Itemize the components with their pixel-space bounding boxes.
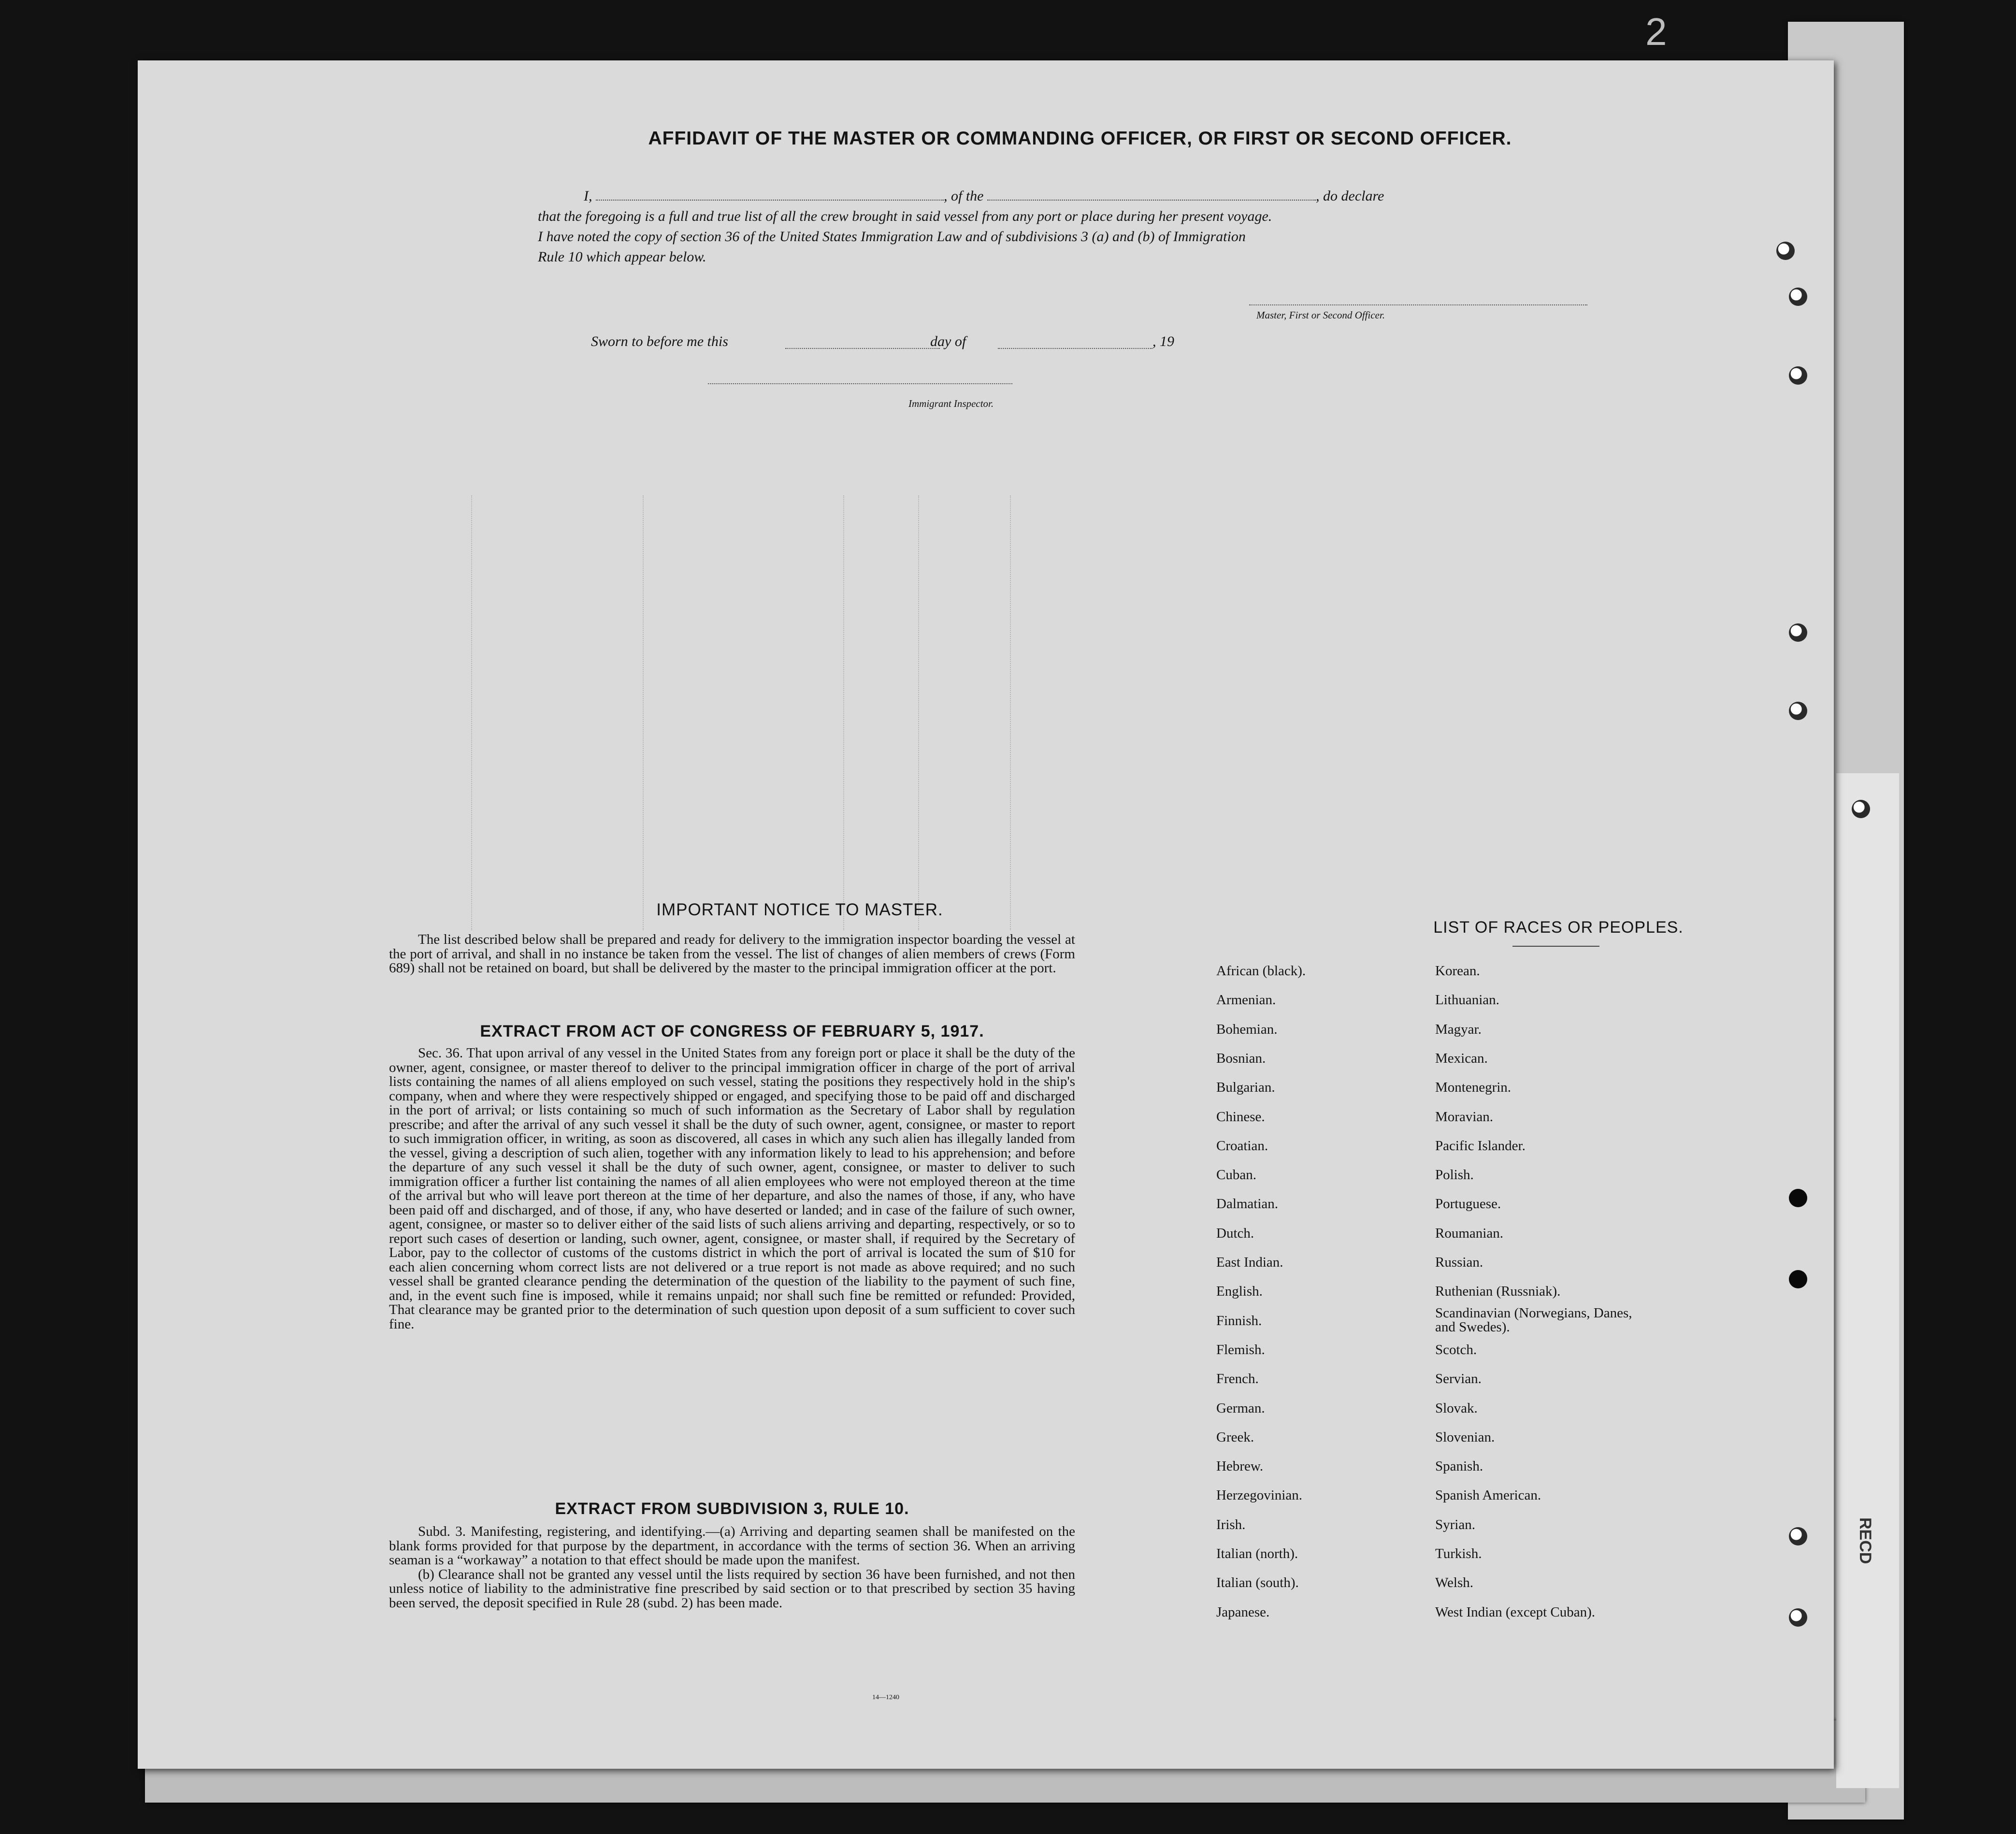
act-extract-title: EXTRACT FROM ACT OF CONGRESS OF FEBRUARY 5, 1917. — [480, 1022, 984, 1040]
year-label: , 19 — [1152, 333, 1174, 349]
races-title: LIST OF RACES OR PEOPLES. — [1433, 918, 1684, 937]
race-item: Syrian. — [1435, 1516, 1475, 1532]
race-item: Ruthenian (Russniak). — [1435, 1284, 1561, 1300]
rule-extract-title: EXTRACT FROM SUBDIVISION 3, RULE 10. — [555, 1500, 909, 1518]
binding-hole — [1789, 366, 1807, 385]
sheet-number: 2 — [1645, 10, 1667, 53]
binding-hole — [1789, 1270, 1807, 1288]
race-item: Croatian. — [1216, 1138, 1268, 1154]
binding-hole — [1789, 1189, 1807, 1207]
bleed-through-line — [471, 495, 472, 930]
race-item: Bulgarian. — [1216, 1080, 1275, 1096]
binding-hole — [1789, 702, 1807, 720]
sworn-month-blank[interactable] — [998, 348, 1152, 349]
race-item: West Indian (except Cuban). — [1435, 1604, 1596, 1620]
race-item: Welsh. — [1435, 1575, 1474, 1591]
received-stamp: RECD — [1856, 1517, 1874, 1564]
race-item: Flemish. — [1216, 1342, 1265, 1357]
affidavit-title: AFFIDAVIT OF THE MASTER OR COMMANDING OFFICER, OR FIRST OR SECOND OFFICER. — [648, 128, 1512, 149]
sworn-label: Sworn to before me this — [591, 333, 728, 349]
rule-subdivision-b: (b) Clearance shall not be granted any vessel until the lists required by section 36 have been furnished, and not then unless notice of liability to the administrative fine prescribed by said section or to that prescribed by section 35 having been served, the deposit specified in Rule 28 (subd. 2) has been made. — [389, 1566, 1075, 1611]
race-item: Slovak. — [1435, 1400, 1478, 1416]
race-item: Bosnian. — [1216, 1050, 1266, 1066]
inspector-signature-line[interactable] — [708, 383, 1012, 384]
inspector-label: Immigrant Inspector. — [908, 398, 994, 409]
race-item: Scandinavian (Norwegians, Danes, and Swedes). — [1435, 1305, 1632, 1335]
race-item: Finnish. — [1216, 1313, 1262, 1329]
race-item: Turkish. — [1435, 1546, 1482, 1561]
notice-title: IMPORTANT NOTICE TO MASTER. — [656, 900, 943, 919]
races-title-rule — [1512, 946, 1599, 947]
bleed-through-line — [918, 495, 919, 930]
binding-hole — [1852, 800, 1870, 818]
race-item: Mexican. — [1435, 1050, 1488, 1066]
binding-hole — [1776, 242, 1795, 260]
race-item: Spanish American. — [1435, 1487, 1541, 1503]
vessel-blank[interactable] — [987, 186, 1316, 201]
race-item: Moravian. — [1435, 1109, 1493, 1125]
race-item: Scotch. — [1435, 1342, 1477, 1357]
affidavit-line-1 — [538, 186, 1640, 206]
race-item: Japanese. — [1216, 1604, 1270, 1620]
race-item: Italian (north). — [1216, 1546, 1298, 1561]
race-item: Roumanian. — [1435, 1225, 1503, 1241]
rule-subdivision-a: Subd. 3. Manifesting, registering, and identifying.—(a) Arriving and departing seamen shall be manifested on the blank forms provided for that purpose by the department, in accordance with the terms of section 36. When an arriving seaman is a “workaway” a notation to that effect should be made upon the manifest. — [389, 1524, 1075, 1568]
binding-hole — [1789, 1527, 1807, 1545]
master-signature-line[interactable] — [1249, 304, 1587, 305]
race-item: Spanish. — [1435, 1459, 1483, 1474]
race-item: Servian. — [1435, 1371, 1482, 1387]
attached-tab — [1836, 773, 1899, 1788]
manifest-page — [138, 60, 1834, 1769]
race-item: Dalmatian. — [1216, 1196, 1279, 1212]
binding-hole — [1789, 1608, 1807, 1627]
bleed-through-line — [1010, 495, 1011, 930]
affidavit-line-4: Rule 10 which appear below. — [538, 249, 706, 265]
affidavit-line-3: I have noted the copy of section 36 of the United States Immigration Law and of subdivisions 3 (a) and (b) of Immigration — [538, 229, 1246, 245]
affidavit-i: I, — [584, 188, 592, 204]
act-extract-text: Sec. 36. That upon arrival of any vessel in the United States from any foreign port or place it shall be the duty of the owner, agent, consignee, or master thereof to deliver to the principal immigration officer in charge of the port of arrival lists containing the names of all aliens employed on such vessel, stating the positions they respectively hold in the ship's company, when and where they were respectively shipped or engaged, and specifying those to be paid off and discharged in the port of arrival; or lists containing so much of such information as the Secretary of Labor shall by regulation prescribe; and after the arrival of any such vessel it shall be the duty of such owner, agent, consignee, or master to report to such immigration officer, in writing, as soon as discovered, all cases in which any such alien has illegally landed from the vessel, giving a description of such alien, together with any information likely to lead to his apprehension; and before the departure of any such vessel it shall be the duty of such owner, agent, consignee, or master to deliver to such immigration officer a further list containing the names of all alien employees who were not employed thereon at the time of the arrival but who will leave port thereon at the time of her departure, and also the names of those, if any, who have been paid off and discharged, and of those, if any, who have deserted or landed; and in case of the failure of such owner, agent, consignee, or master so to deliver either of the said lists of such aliens arriving and departing, respectively, or so to report such cases of desertion or landing, such owner, agent, consignee, or master shall, if required by the Secretary of Labor, pay to the collector of customs of the customs district in which the port of arrival is located the sum of $10 for each alien concerning whom correct lists are not delivered or a true report is not made as above required; and no such vessel shall be granted clearance pending the determination of the question of the liability to the payment of such fine, and, in the event such fine is imposed, while it remains unpaid; nor shall such fine be remitted or refunded: Provided, That clearance may be granted prior to the determination of such question upon deposit of a sum sufficient to cover such fine. — [389, 1045, 1075, 1332]
race-item: Greek. — [1216, 1429, 1254, 1445]
race-item: Portuguese. — [1435, 1196, 1501, 1212]
race-item: Korean. — [1435, 963, 1480, 979]
race-item: Slovenian. — [1435, 1429, 1495, 1445]
race-item: English. — [1216, 1284, 1263, 1300]
race-item: French. — [1216, 1371, 1259, 1387]
day-of-label: day of — [930, 333, 966, 349]
race-item: Montenegrin. — [1435, 1080, 1512, 1096]
race-item: German. — [1216, 1400, 1265, 1416]
name-blank[interactable] — [596, 186, 944, 201]
race-item: Russian. — [1435, 1255, 1483, 1270]
master-signature-label: Master, First or Second Officer. — [1256, 309, 1385, 321]
affidavit-body — [538, 186, 1640, 267]
binding-hole — [1789, 288, 1807, 306]
bleed-through-line — [843, 495, 844, 930]
race-item: Armenian. — [1216, 992, 1276, 1008]
race-item: Italian (south). — [1216, 1575, 1299, 1591]
race-item: East Indian. — [1216, 1255, 1283, 1270]
binding-hole — [1789, 623, 1807, 642]
rule-extract-text — [389, 1525, 1075, 1610]
race-item: Irish. — [1216, 1516, 1246, 1532]
form-number: 14—1240 — [872, 1694, 899, 1701]
race-item: Lithuanian. — [1435, 992, 1499, 1008]
race-item: Hebrew. — [1216, 1459, 1264, 1474]
affidavit-of: , of the — [944, 188, 984, 204]
race-item: Cuban. — [1216, 1167, 1256, 1183]
race-item: Herzegovinian. — [1216, 1487, 1302, 1503]
notice-text: The list described below shall be prepared and ready for delivery to the immigration inspector boarding the vessel at the port of arrival, and shall in no instance be taken from the vessel. The list of changes of alien members of crews (Form 689) shall not be retained on board, but shall be delivered by the master to the principal immigration officer at the port. — [389, 932, 1075, 976]
affidavit-declare: , do declare — [1316, 188, 1384, 204]
race-item: Bohemian. — [1216, 1021, 1278, 1037]
race-item: Dutch. — [1216, 1225, 1254, 1241]
race-item: Polish. — [1435, 1167, 1474, 1183]
bleed-through-line — [643, 495, 644, 930]
sworn-day-blank[interactable] — [785, 348, 940, 349]
affidavit-line-2: that the foregoing is a full and true list of all the crew brought in said vessel from any port or place during her present voyage. — [538, 208, 1272, 224]
race-item: Pacific Islander. — [1435, 1138, 1526, 1154]
race-item: Chinese. — [1216, 1109, 1265, 1125]
race-item: African (black). — [1216, 963, 1306, 979]
race-item: Magyar. — [1435, 1021, 1482, 1037]
